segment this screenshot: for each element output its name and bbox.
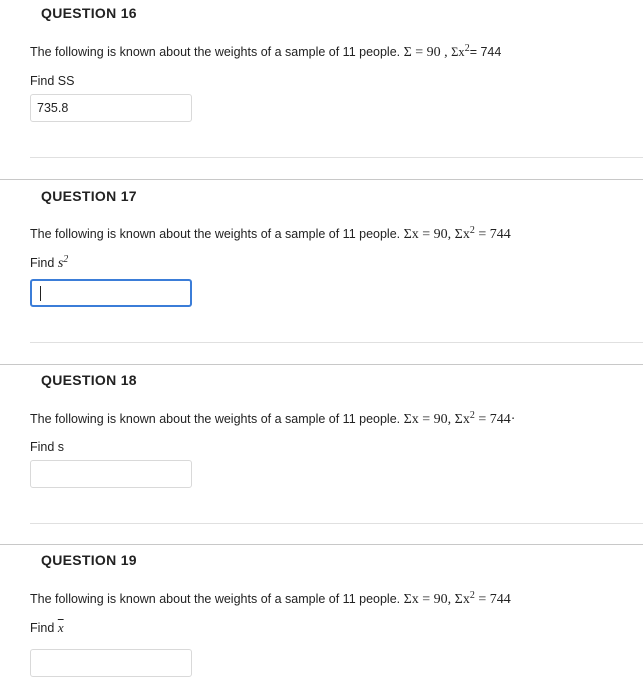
prompt-text: The following is known about the weights of a sample of 11 people. [30, 592, 401, 606]
find-label: Find s [30, 440, 65, 454]
sum-x-squared-symbol: Σx [451, 45, 465, 59]
exponent: 2 [464, 43, 470, 54]
question-divider [0, 364, 643, 365]
section-divider [30, 157, 643, 158]
question-prompt [30, 410, 515, 428]
question-title: QUESTION 16 [41, 5, 137, 21]
sums-expression [404, 227, 511, 242]
question-prompt [30, 225, 511, 243]
section-divider [30, 523, 643, 524]
find-text: Find [30, 621, 55, 635]
question-prompt [30, 590, 511, 608]
sum-expression: Σx = 90, Σx [403, 592, 470, 607]
sum-value: = 744 [474, 227, 511, 242]
sum-value: = 744· [474, 412, 516, 427]
find-label [30, 620, 64, 636]
question-title: QUESTION 19 [41, 552, 137, 568]
answer-input[interactable] [30, 649, 192, 677]
sum-expression: Σx = 90, Σx [403, 412, 470, 427]
sum-expression: Σx = 90, Σx [403, 227, 470, 242]
answer-input[interactable]: 735.8 [30, 94, 192, 122]
section-divider [30, 342, 643, 343]
sums-expression [404, 412, 516, 427]
prompt-text: The following is known about the weights of a sample of 11 people. [30, 227, 401, 241]
find-label [30, 254, 68, 272]
prompt-text: The following is known about the weights of a sample of 11 people. [30, 45, 401, 59]
sums-expression [404, 592, 511, 607]
question-divider [0, 179, 643, 180]
find-symbol [58, 256, 68, 271]
sum-x-squared-expression [451, 45, 501, 59]
exponent: 2 [63, 254, 69, 265]
sum-x-squared-value: = 744 [469, 45, 502, 59]
question-prompt [30, 43, 501, 61]
find-text: Find [30, 256, 55, 270]
sum-x-expression: Σ = 90 , [403, 45, 448, 60]
symbol: s [57, 256, 64, 271]
exponent: 2 [469, 590, 475, 601]
exponent: 2 [469, 410, 475, 421]
question-divider [0, 544, 643, 545]
answer-input[interactable] [30, 460, 192, 488]
exponent: 2 [469, 225, 475, 236]
answer-input-focused[interactable] [30, 279, 192, 307]
question-title: QUESTION 17 [41, 188, 137, 204]
prompt-text: The following is known about the weights of a sample of 11 people. [30, 412, 401, 426]
x-bar-symbol: $\overline{x}$ [57, 620, 64, 635]
text-caret [40, 286, 41, 301]
question-title: QUESTION 18 [41, 372, 137, 388]
sum-value: = 744 [474, 592, 511, 607]
find-label: Find SS [30, 74, 75, 88]
